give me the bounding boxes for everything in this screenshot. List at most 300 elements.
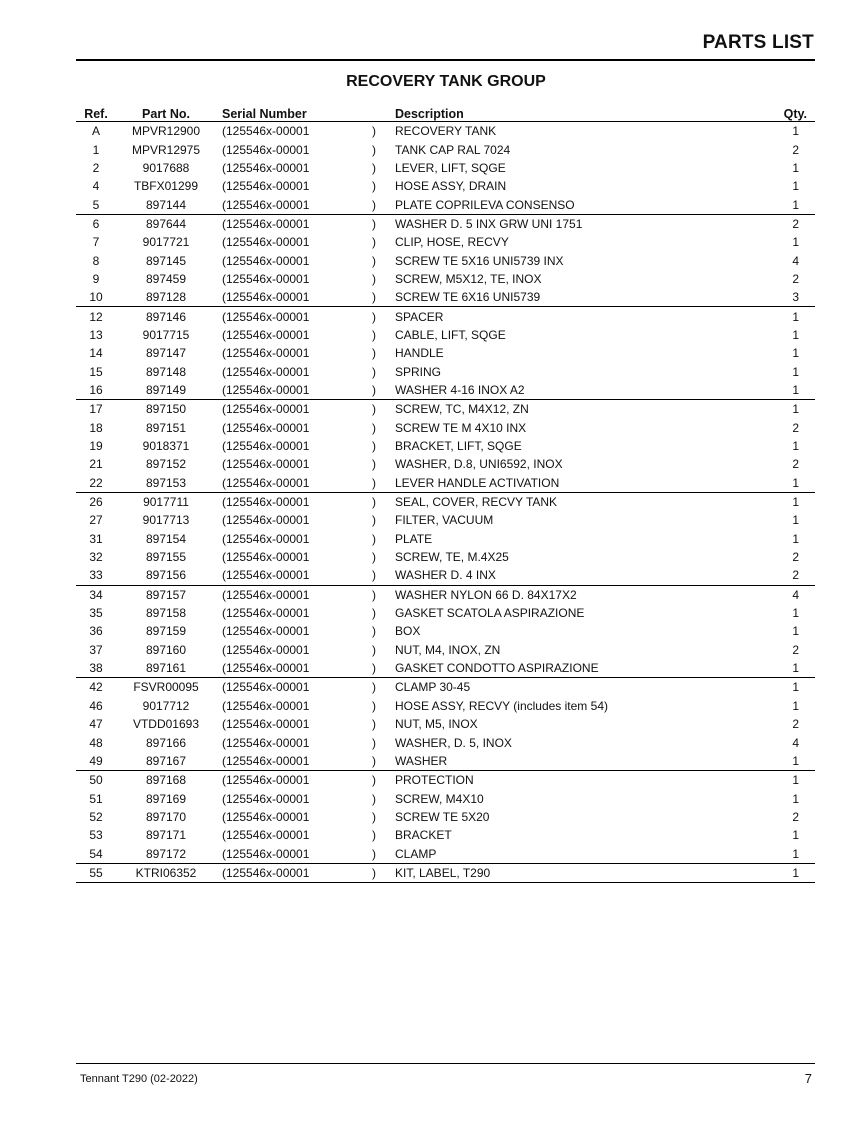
page-title: PARTS LIST — [702, 32, 814, 53]
cell-qty: 1 — [792, 624, 799, 639]
cell-ref: 21 — [89, 457, 103, 472]
cell-ref: 13 — [89, 327, 103, 342]
cell-qty: 2 — [792, 216, 799, 231]
cell-serial-number: (125546x-00001 — [222, 160, 310, 175]
cell-description: WASHER D. 5 INX GRW UNI 1751 — [395, 216, 583, 231]
cell-ref: 26 — [89, 495, 103, 510]
cell-qty: 1 — [792, 495, 799, 510]
cell-description: SCREW, M4X10 — [395, 791, 484, 806]
cell-qty: 1 — [792, 235, 799, 250]
cell-part-no: MPVR12900 — [131, 124, 201, 139]
table-row — [76, 400, 815, 419]
table-row — [76, 122, 815, 141]
column-header-serial-number: Serial Number — [216, 104, 354, 122]
cell-description: BRACKET, LIFT, SQGE — [395, 439, 522, 454]
cell-qty: 1 — [792, 773, 799, 788]
cell-description: PLATE — [395, 531, 433, 546]
cell-qty: 1 — [792, 828, 799, 843]
cell-ref: 31 — [89, 531, 103, 546]
cell-ref: 5 — [76, 195, 116, 214]
table-row — [76, 381, 815, 400]
cell-serial-number: (125546x-00001 — [222, 550, 310, 565]
cell-description: BRACKET — [395, 828, 452, 843]
cell-description: GASKET CONDOTTO ASPIRAZIONE — [394, 659, 744, 678]
cell-part-no: MPVR12975 — [131, 142, 201, 157]
cell-serial-close: ) — [372, 142, 376, 157]
cell-serial-number: (125546x-00001 — [222, 495, 310, 510]
cell-qty: 2 — [792, 809, 799, 824]
cell-description: CLIP, HOSE, RECVY — [395, 235, 509, 250]
cell-qty: 2 — [792, 420, 799, 435]
cell-part-no: 897150 — [145, 402, 187, 417]
table-row — [76, 733, 815, 751]
cell-serial-number: (125546x-00001 — [222, 346, 310, 361]
cell-qty: 4 — [792, 735, 799, 750]
cell-ref: 10 — [76, 288, 116, 307]
cell-serial-number: (125546x-00001 — [216, 288, 354, 307]
cell-serial-close: ) — [372, 402, 376, 417]
cell-description: NUT, M5, INOX — [395, 717, 478, 732]
cell-ref: 38 — [76, 659, 116, 678]
cell-qty: 1 — [792, 698, 799, 713]
table-row — [76, 177, 815, 195]
footer-model-date: Tennant T290 (02-2022) — [80, 1073, 198, 1085]
cell-description: WASHER, D. 5, INOX — [395, 735, 512, 750]
cell-description: FILTER, VACUUM — [395, 513, 494, 528]
cell-part-no: 897128 — [116, 288, 216, 307]
cell-description: WASHER 4-16 INOX A2 — [394, 381, 744, 400]
cell-ref: 46 — [89, 698, 103, 713]
table-row — [76, 251, 815, 269]
cell-ref: 17 — [89, 402, 103, 417]
cell-qty: 1 — [792, 791, 799, 806]
cell-qty: 2 — [792, 642, 799, 657]
table-row — [76, 808, 815, 826]
column-header-qty: Qty. — [744, 104, 815, 122]
cell-part-no: 9017721 — [142, 235, 190, 250]
table-row — [76, 362, 815, 380]
cell-serial-close: ) — [372, 624, 376, 639]
table-row — [76, 455, 815, 473]
cell-part-no: 897149 — [116, 381, 216, 400]
cell-serial-number: (125546x-00001 — [222, 624, 310, 639]
cell-qty: 2 — [744, 566, 815, 585]
table-row — [76, 585, 815, 604]
cell-part-no: 9017711 — [143, 495, 189, 510]
table-row — [76, 419, 815, 437]
cell-serial-number: (125546x-00001 — [222, 587, 310, 602]
cell-description: PROTECTION — [395, 773, 474, 788]
cell-serial-close: ) — [372, 773, 376, 788]
cell-ref: 54 — [76, 844, 116, 863]
cell-serial-number: (125546x-00001 — [222, 457, 310, 472]
cell-serial-number: (125546x-00001 — [222, 717, 310, 732]
cell-serial-close: ) — [354, 566, 394, 585]
table-row — [76, 344, 815, 362]
table-row — [76, 715, 815, 733]
table-row — [76, 771, 815, 790]
cell-qty: 1 — [792, 680, 799, 695]
cell-serial-number: (125546x-00001 — [222, 828, 310, 843]
table-row — [76, 270, 815, 288]
cell-serial-number: (125546x-00001 — [222, 735, 310, 750]
cell-qty: 2 — [792, 457, 799, 472]
cell-part-no: 897160 — [145, 642, 187, 657]
cell-qty: 1 — [792, 124, 799, 139]
cell-serial-number: (125546x-00001 — [222, 420, 310, 435]
cell-serial-close: ) — [372, 309, 376, 324]
cell-qty: 1 — [744, 474, 815, 493]
cell-serial-close: ) — [372, 606, 376, 621]
table-row — [76, 288, 815, 307]
cell-serial-close: ) — [372, 531, 376, 546]
cell-part-no: 897152 — [145, 457, 187, 472]
cell-description: SCREW TE 6X16 UNI5739 — [394, 288, 744, 307]
cell-part-no: 897644 — [145, 216, 187, 231]
cell-serial-number: (125546x-00001 — [222, 253, 310, 268]
table-row — [76, 548, 815, 566]
cell-description: SCREW, M5X12, TE, INOX — [395, 271, 542, 286]
cell-serial-close: ) — [372, 587, 376, 602]
cell-serial-number: (125546x-00001 — [222, 606, 310, 621]
cell-ref: 37 — [89, 642, 103, 657]
cell-description: WASHER NYLON 66 D. 84X17X2 — [395, 587, 577, 602]
cell-description: CLAMP — [394, 844, 744, 863]
cell-description: SCREW, TC, M4X12, ZN — [395, 402, 529, 417]
cell-ref: 19 — [89, 439, 103, 454]
table-row — [76, 140, 815, 158]
cell-qty: 2 — [792, 717, 799, 732]
table-row — [76, 752, 815, 771]
cell-ref: 27 — [89, 513, 103, 528]
cell-ref: 22 — [76, 474, 116, 493]
cell-qty: 1 — [792, 402, 799, 417]
cell-ref: 36 — [89, 624, 103, 639]
cell-ref: 50 — [89, 773, 103, 788]
cell-serial-close: ) — [372, 327, 376, 342]
cell-ref: 2 — [92, 160, 100, 175]
cell-ref: A — [91, 124, 100, 139]
cell-description: TANK CAP RAL 7024 — [395, 142, 511, 157]
cell-serial-close: ) — [372, 216, 376, 231]
cell-ref: 47 — [89, 717, 103, 732]
cell-serial-close: ) — [372, 642, 376, 657]
page-number: 7 — [804, 1071, 812, 1086]
cell-serial-close: ) — [372, 735, 376, 750]
cell-qty: 3 — [744, 288, 815, 307]
column-header-spacer — [354, 104, 394, 122]
table-row — [76, 678, 815, 697]
cell-serial-number: (125546x-00001 — [216, 844, 354, 863]
cell-qty: 2 — [792, 550, 799, 565]
cell-serial-close: ) — [372, 680, 376, 695]
cell-serial-number: (125546x-00001 — [222, 698, 310, 713]
cell-part-no: 897145 — [145, 253, 187, 268]
column-header-ref: Ref. — [76, 104, 116, 122]
cell-serial-number: (125546x-00001 — [222, 309, 310, 324]
cell-part-no: 897154 — [145, 531, 187, 546]
cell-qty: 1 — [744, 863, 815, 882]
cell-serial-close: ) — [372, 717, 376, 732]
cell-ref: 42 — [89, 680, 103, 695]
cell-serial-number: (125546x-00001 — [222, 791, 310, 806]
cell-serial-close: ) — [372, 179, 376, 194]
cell-part-no: 897147 — [145, 346, 187, 361]
table-row — [76, 214, 815, 233]
table-row — [76, 789, 815, 807]
table-row — [76, 844, 815, 863]
cell-part-no: 897161 — [116, 659, 216, 678]
cell-ref: 18 — [89, 420, 103, 435]
cell-ref: 12 — [89, 309, 103, 324]
cell-ref: 8 — [92, 253, 100, 268]
cell-ref: 35 — [89, 606, 103, 621]
cell-part-no: 897167 — [116, 752, 216, 771]
cell-ref: 49 — [76, 752, 116, 771]
cell-serial-close: ) — [372, 698, 376, 713]
cell-serial-number: (125546x-00001 — [216, 659, 354, 678]
column-header-part-no: Part No. — [116, 104, 216, 122]
cell-serial-close: ) — [354, 752, 394, 771]
cell-qty: 1 — [744, 381, 815, 400]
cell-ref: 53 — [89, 828, 103, 843]
cell-serial-close: ) — [354, 659, 394, 678]
header-divider — [76, 59, 815, 61]
cell-description: SPACER — [395, 309, 444, 324]
cell-serial-close: ) — [372, 346, 376, 361]
cell-part-no: 897155 — [145, 550, 187, 565]
cell-serial-close: ) — [372, 457, 376, 472]
cell-serial-close: ) — [372, 235, 376, 250]
cell-serial-number: (125546x-00001 — [222, 513, 310, 528]
cell-qty: 1 — [792, 327, 799, 342]
cell-description: HANDLE — [395, 346, 444, 361]
cell-qty: 1 — [792, 364, 799, 379]
cell-serial-number: (125546x-00001 — [222, 142, 310, 157]
cell-serial-close: ) — [372, 271, 376, 286]
cell-description: CABLE, LIFT, SQGE — [395, 327, 506, 342]
cell-description: CLAMP 30-45 — [395, 680, 471, 695]
cell-description: WASHER — [394, 752, 744, 771]
cell-serial-number: (125546x-00001 — [222, 809, 310, 824]
cell-ref: 4 — [92, 179, 100, 194]
cell-qty: 1 — [744, 844, 815, 863]
cell-serial-number: (125546x-00001 — [222, 327, 310, 342]
table-row — [76, 622, 815, 640]
cell-serial-close: ) — [354, 863, 394, 882]
table-row — [76, 826, 815, 844]
cell-serial-close: ) — [354, 381, 394, 400]
cell-qty: 2 — [792, 142, 799, 157]
cell-description: LEVER HANDLE ACTIVATION — [394, 474, 744, 493]
table-row — [76, 511, 815, 529]
cell-serial-close: ) — [354, 474, 394, 493]
cell-part-no: 897169 — [145, 791, 187, 806]
cell-qty: 1 — [792, 179, 799, 194]
cell-serial-number: (125546x-00001 — [216, 381, 354, 400]
cell-serial-number: (125546x-00001 — [222, 439, 310, 454]
cell-description: KIT, LABEL, T290 — [394, 863, 744, 882]
cell-part-no: 897158 — [145, 606, 187, 621]
cell-part-no: 897172 — [116, 844, 216, 863]
column-header-description: Description — [394, 104, 744, 122]
cell-serial-number: (125546x-00001 — [222, 179, 310, 194]
cell-serial-close: ) — [372, 439, 376, 454]
table-row — [76, 326, 815, 344]
cell-serial-close: ) — [372, 253, 376, 268]
cell-serial-close: ) — [372, 495, 376, 510]
cell-serial-number: (125546x-00001 — [222, 531, 310, 546]
cell-part-no: 897153 — [116, 474, 216, 493]
cell-part-no: 897170 — [145, 809, 187, 824]
cell-description: NUT, M4, INOX, ZN — [395, 642, 501, 657]
cell-ref: 34 — [89, 587, 103, 602]
cell-ref: 16 — [76, 381, 116, 400]
table-row — [76, 604, 815, 622]
cell-part-no: 897157 — [145, 587, 187, 602]
section-title: RECOVERY TANK GROUP — [346, 73, 546, 90]
cell-part-no: 9017688 — [142, 160, 190, 175]
cell-ref: 51 — [89, 791, 103, 806]
footer-divider — [76, 1063, 815, 1064]
cell-serial-close: ) — [372, 550, 376, 565]
cell-part-no: FSVR00095 — [133, 680, 199, 695]
cell-serial-number: (125546x-00001 — [216, 752, 354, 771]
cell-serial-close: ) — [372, 160, 376, 175]
cell-qty: 1 — [792, 346, 799, 361]
table-row — [76, 659, 815, 678]
cell-qty: 1 — [792, 160, 799, 175]
cell-serial-close: ) — [372, 828, 376, 843]
cell-description: SCREW TE 5X16 UNI5739 INX — [395, 253, 564, 268]
cell-serial-close: ) — [372, 513, 376, 528]
cell-qty: 1 — [792, 531, 799, 546]
cell-description: SCREW, TE, M.4X25 — [395, 550, 509, 565]
cell-serial-number: (125546x-00001 — [216, 195, 354, 214]
cell-part-no: VTDD01693 — [132, 717, 200, 732]
table-row — [76, 641, 815, 659]
cell-serial-close: ) — [372, 124, 376, 139]
table-row — [76, 437, 815, 455]
cell-serial-number: (125546x-00001 — [222, 235, 310, 250]
cell-qty: 4 — [792, 587, 799, 602]
cell-serial-number: (125546x-00001 — [216, 566, 354, 585]
cell-qty: 1 — [744, 752, 815, 771]
table-row — [76, 492, 815, 511]
parts-table-body — [76, 122, 815, 883]
cell-part-no: TBFX01299 — [133, 179, 199, 194]
cell-description: SPRING — [395, 364, 442, 379]
cell-ref: 7 — [92, 235, 100, 250]
cell-description: SCREW TE M 4X10 INX — [395, 420, 527, 435]
table-row — [76, 697, 815, 715]
table-row — [76, 566, 815, 585]
cell-serial-number: (125546x-00001 — [222, 124, 310, 139]
cell-part-no: 897459 — [145, 271, 187, 286]
cell-serial-close: ) — [354, 195, 394, 214]
cell-qty: 2 — [792, 271, 799, 286]
cell-serial-number: (125546x-00001 — [216, 474, 354, 493]
table-row — [76, 863, 815, 882]
cell-ref: 9 — [92, 271, 100, 286]
cell-ref: 52 — [89, 809, 103, 824]
cell-qty: 1 — [792, 439, 799, 454]
cell-serial-number: (125546x-00001 — [222, 216, 310, 231]
cell-description: LEVER, LIFT, SQGE — [395, 160, 506, 175]
cell-ref: 14 — [89, 346, 103, 361]
cell-part-no: 897148 — [145, 364, 187, 379]
cell-qty: 1 — [744, 195, 815, 214]
cell-part-no: 897159 — [145, 624, 187, 639]
table-row — [76, 474, 815, 493]
cell-description: SCREW TE 5X20 — [395, 809, 490, 824]
cell-part-no: 897151 — [145, 420, 187, 435]
table-row — [76, 195, 815, 214]
cell-part-no: 9017715 — [142, 327, 190, 342]
cell-serial-close: ) — [372, 420, 376, 435]
cell-part-no: 897156 — [116, 566, 216, 585]
cell-serial-number: (125546x-00001 — [222, 642, 310, 657]
table-header-row — [76, 104, 815, 122]
table-row — [76, 159, 815, 177]
cell-description: SEAL, COVER, RECVY TANK — [395, 495, 558, 510]
cell-serial-number: (125546x-00001 — [222, 402, 310, 417]
cell-part-no: 897144 — [116, 195, 216, 214]
cell-description: WASHER D. 4 INX — [394, 566, 744, 585]
cell-qty: 1 — [792, 309, 799, 324]
cell-serial-close: ) — [372, 791, 376, 806]
cell-part-no: KTRI06352 — [116, 863, 216, 882]
cell-part-no: 897166 — [145, 735, 187, 750]
cell-qty: 1 — [792, 513, 799, 528]
cell-serial-number: (125546x-00001 — [222, 271, 310, 286]
cell-serial-number: (125546x-00001 — [222, 773, 310, 788]
table-row — [76, 233, 815, 251]
cell-description: GASKET SCATOLA ASPIRAZIONE — [395, 606, 585, 621]
cell-serial-close: ) — [372, 809, 376, 824]
cell-description: PLATE COPRILEVA CONSENSO — [394, 195, 744, 214]
cell-description: BOX — [395, 624, 421, 639]
cell-qty: 1 — [744, 659, 815, 678]
cell-ref: 48 — [89, 735, 103, 750]
cell-part-no: 897171 — [145, 828, 187, 843]
cell-part-no: 9018371 — [142, 439, 190, 454]
cell-ref: 32 — [89, 550, 103, 565]
cell-serial-number: (125546x-00001 — [216, 863, 354, 882]
cell-qty: 1 — [792, 606, 799, 621]
cell-ref: 55 — [76, 863, 116, 882]
cell-description: WASHER, D.8, UNI6592, INOX — [395, 457, 563, 472]
cell-serial-number: (125546x-00001 — [222, 680, 310, 695]
parts-table — [76, 104, 815, 883]
table-row — [76, 307, 815, 326]
cell-ref: 6 — [92, 216, 100, 231]
table-row — [76, 530, 815, 548]
cell-description: HOSE ASSY, RECVY (includes item 54) — [395, 698, 608, 713]
cell-ref: 15 — [89, 364, 103, 379]
cell-ref: 1 — [92, 142, 100, 157]
cell-serial-number: (125546x-00001 — [222, 364, 310, 379]
cell-serial-close: ) — [354, 288, 394, 307]
cell-part-no: 9017713 — [142, 513, 190, 528]
cell-ref: 33 — [76, 566, 116, 585]
cell-description: HOSE ASSY, DRAIN — [395, 179, 507, 194]
cell-part-no: 9017712 — [142, 698, 190, 713]
cell-serial-close: ) — [372, 364, 376, 379]
cell-part-no: 897168 — [145, 773, 187, 788]
cell-description: RECOVERY TANK — [395, 124, 497, 139]
cell-serial-close: ) — [354, 844, 394, 863]
